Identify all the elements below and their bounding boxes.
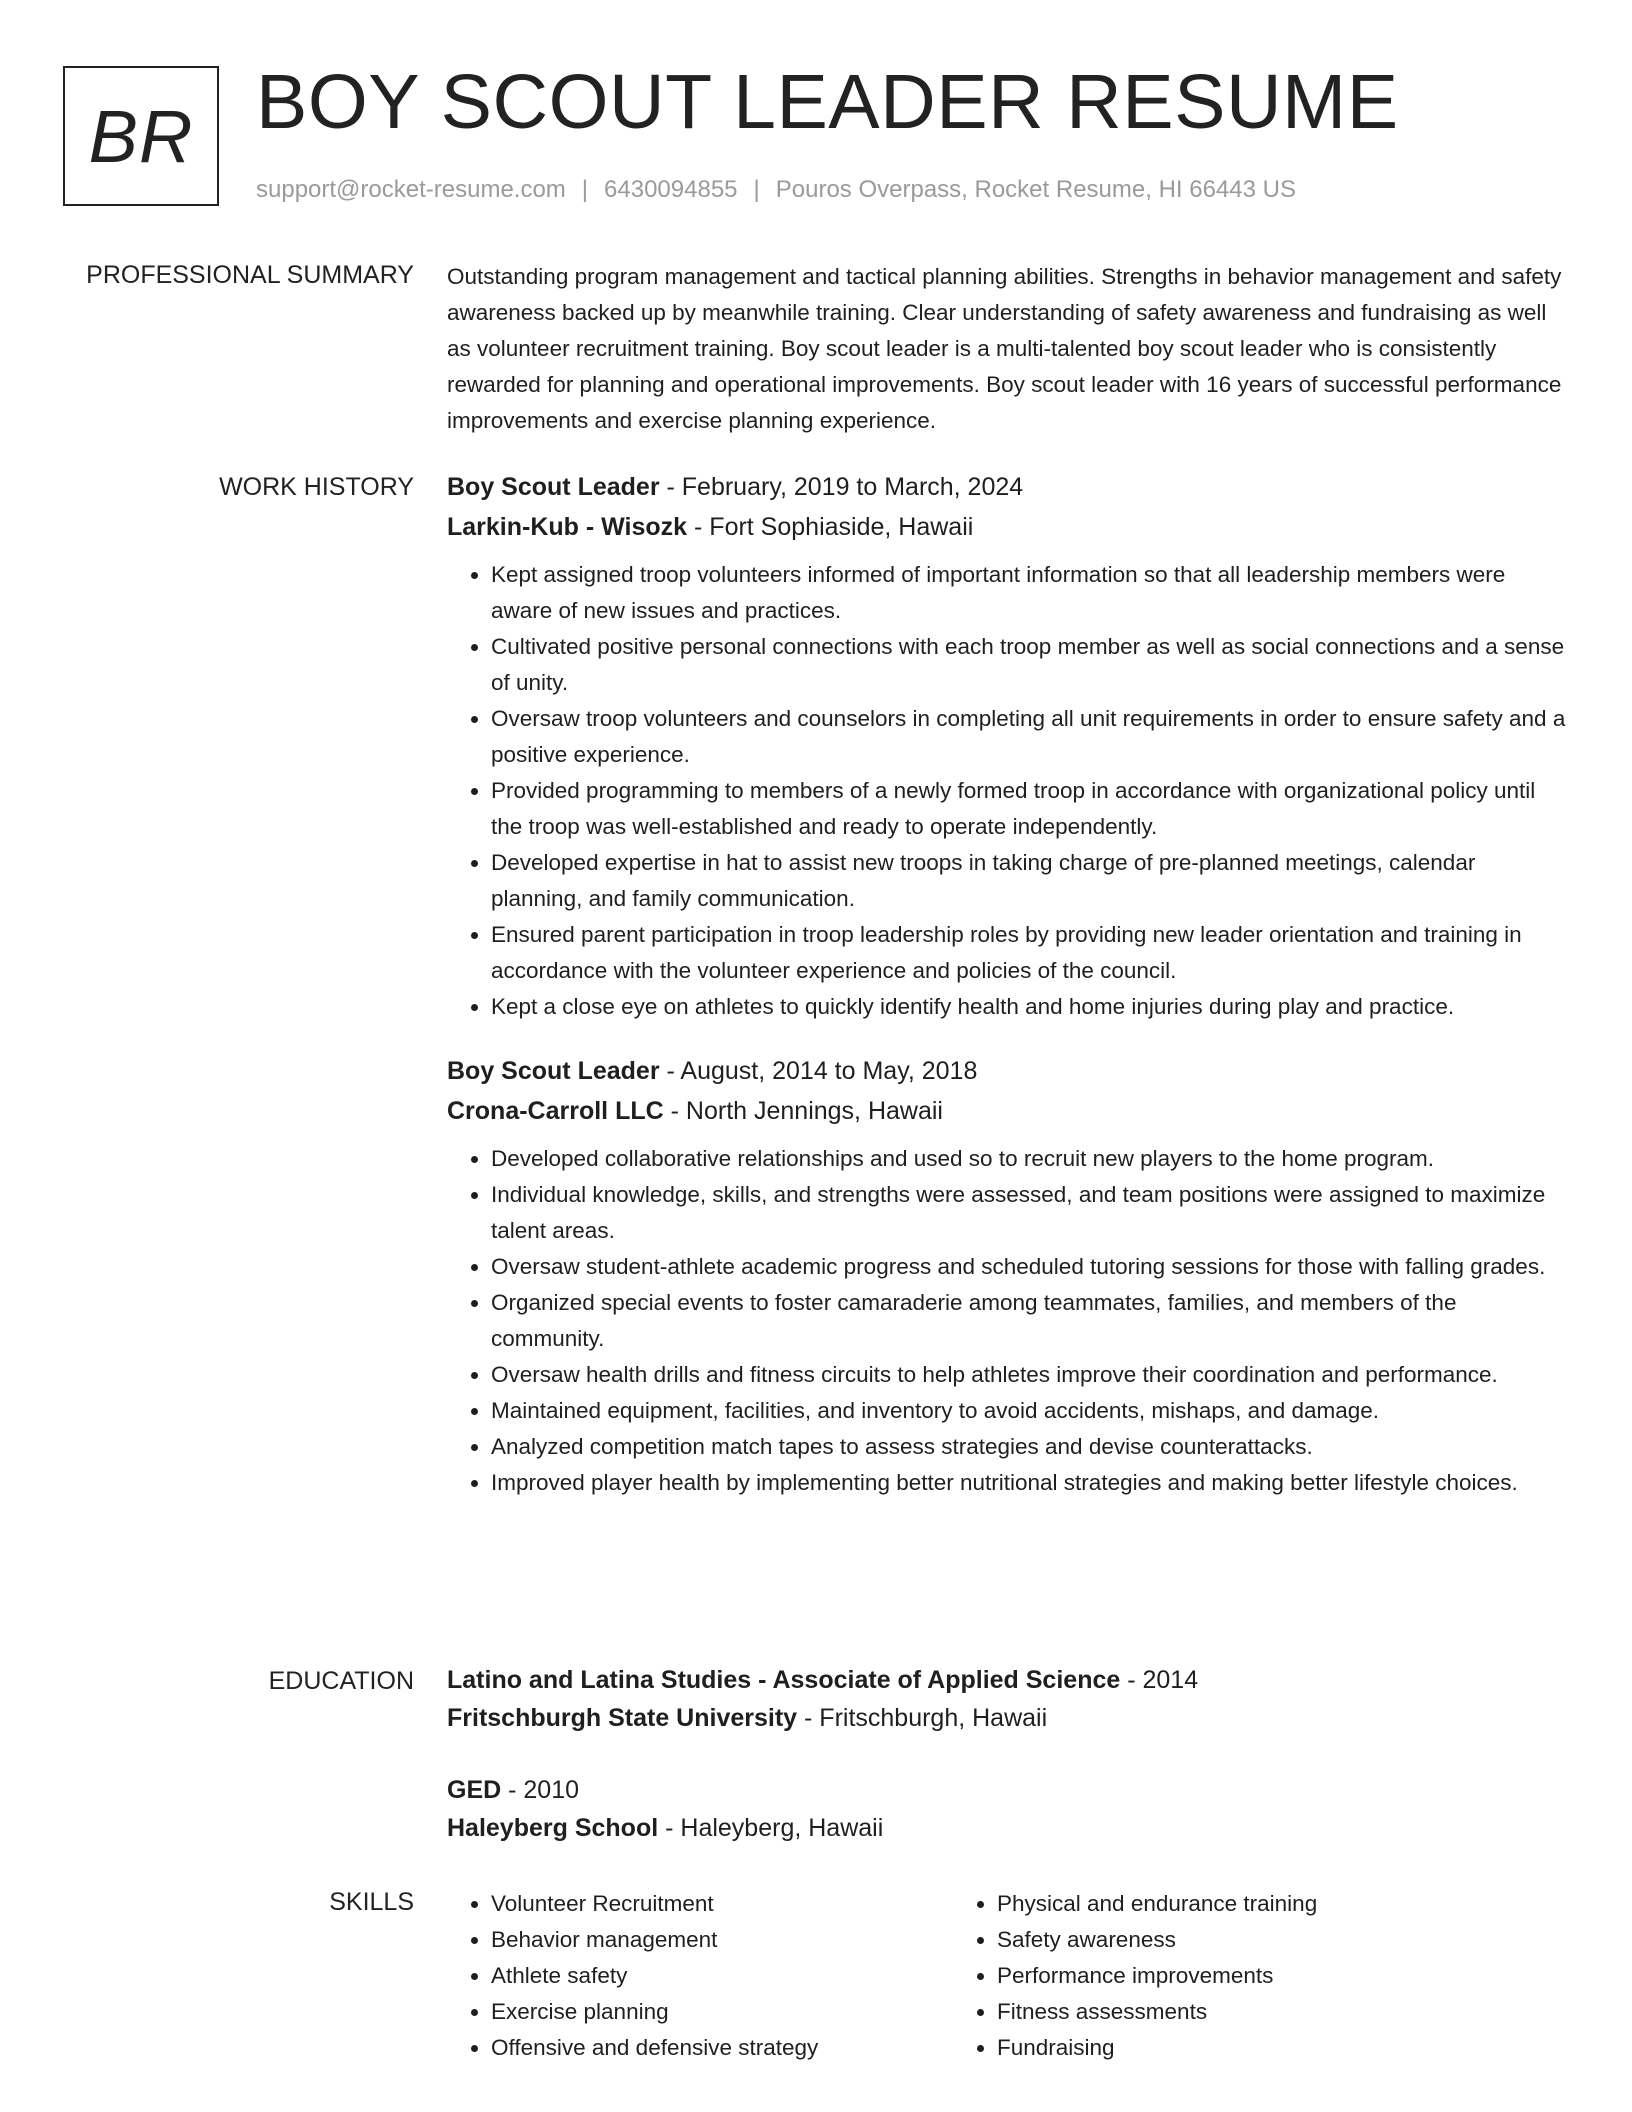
list-item: • Kept assigned troop volunteers informed of important information so that all leadership members were aware of new issues and practices.	[491, 557, 1572, 629]
degree-line	[447, 1661, 1572, 1699]
degree-line	[447, 1771, 1572, 1809]
degree-year: - 2010	[501, 1776, 580, 1804]
education-label: EDUCATION	[268, 1667, 414, 1695]
job-bullets	[447, 557, 1572, 1025]
job-dates: - February, 2019 to March, 2024	[659, 473, 1024, 501]
list-item: • Organized special events to foster camaraderie among teammates, families, and members of the community.	[491, 1285, 1572, 1357]
school-line	[447, 1699, 1572, 1737]
list-item: • Maintained equipment, facilities, and inventory to avoid accidents, mishaps, and damage.	[491, 1393, 1572, 1429]
list-item: • Offensive and defensive strategy	[491, 2030, 953, 2066]
contact-separator: |	[753, 176, 760, 203]
monogram-logo: BR	[63, 66, 219, 206]
list-item: • Individual knowledge, skills, and strengths were assessed, and team positions were assigned to maximize talent areas.	[491, 1177, 1572, 1249]
list-item: • Developed expertise in hat to assist new troops in taking charge of pre-planned meetings, calendar planning, and family communication.	[491, 845, 1572, 917]
school-line	[447, 1809, 1572, 1847]
list-item: • Improved player health by implementing better nutritional strategies and making better lifestyle choices.	[491, 1465, 1572, 1501]
job-company-line	[447, 507, 1572, 547]
summary-label: PROFESSIONAL SUMMARY	[86, 261, 414, 289]
list-item: • Performance improvements	[997, 1958, 1317, 1994]
school-location: - Fritschburgh, Hawaii	[797, 1704, 1048, 1732]
degree-name: GED	[447, 1776, 502, 1804]
list-item: • Oversaw health drills and fitness circuits to help athletes improve their coordination and performance.	[491, 1357, 1572, 1393]
contact-separator: |	[581, 176, 589, 203]
job-company-line	[447, 1091, 1572, 1131]
list-item: • Behavior management	[491, 1922, 953, 1958]
contact-line	[256, 174, 1296, 206]
list-item: • Volunteer Recruitment	[491, 1886, 953, 1922]
contact-email[interactable]: support@rocket-resume.com	[256, 176, 566, 203]
list-item: • Athlete safety	[491, 1958, 953, 1994]
job-location: - Fort Sophiaside, Hawaii	[687, 513, 974, 541]
list-item: • Fundraising	[997, 2030, 1317, 2066]
list-item: • Fitness assessments	[997, 1994, 1317, 2030]
degree-year: - 2014	[1120, 1666, 1199, 1694]
education-entry	[447, 1661, 1572, 1737]
list-item: • Exercise planning	[491, 1994, 953, 2030]
job-company: Larkin-Kub - Wisozk	[447, 513, 688, 541]
skills-label: SKILLS	[329, 1888, 414, 1916]
list-item: • Developed collaborative relationships and used so to recruit new players to the home program.	[491, 1141, 1572, 1177]
degree-name: Latino and Latina Studies - Associate of Applied Science	[447, 1666, 1121, 1694]
job-dates: - August, 2014 to May, 2018	[659, 1057, 978, 1085]
school-name: Fritschburgh State University	[447, 1704, 798, 1732]
work-history-label: WORK HISTORY	[219, 473, 414, 501]
job-title: Boy Scout Leader	[447, 1057, 660, 1085]
list-item: • Analyzed competition match tapes to assess strategies and devise counterattacks.	[491, 1429, 1572, 1465]
summary-text: Outstanding program management and tactical planning abilities. Strengths in behavior management and safety awareness backed up by meanwhile training. Clear understanding of safety awareness and fundraising as well as volunteer recruitment training. Boy scout leader is a multi-talented boy scout leader who is consistently rewarded for planning and operational improvements. Boy scout leader with 16 years of successful performance improvements and exercise planning experience.	[447, 264, 1562, 433]
job-title-line	[447, 1051, 1572, 1091]
list-item: • Oversaw student-athlete academic progress and scheduled tutoring sessions for those with falling grades.	[491, 1249, 1572, 1285]
list-item: • Safety awareness	[997, 1922, 1317, 1958]
skills-list-right	[953, 1886, 1317, 2066]
list-item: • Kept a close eye on athletes to quickly identify health and home injuries during play and practice.	[491, 989, 1572, 1025]
job-entry	[447, 467, 1572, 1025]
education-entry	[447, 1771, 1572, 1847]
school-location: - Haleyberg, Hawaii	[658, 1814, 884, 1842]
job-entry	[447, 1051, 1572, 1501]
skills-list-left	[447, 1886, 953, 2066]
list-item: • Cultivated positive personal connections with each troop member as well as social connections and a sense of unity.	[491, 629, 1572, 701]
list-item: • Physical and endurance training	[997, 1886, 1317, 1922]
job-title-line	[447, 467, 1572, 507]
contact-address: Pouros Overpass, Rocket Resume, HI 66443 US	[775, 176, 1296, 203]
resume-title: BOY SCOUT LEADER RESUME	[256, 59, 1399, 145]
job-company: Crona-Carroll LLC	[447, 1097, 664, 1125]
job-title: Boy Scout Leader	[447, 473, 660, 501]
school-name: Haleyberg School	[447, 1814, 659, 1842]
list-item: • Ensured parent participation in troop leadership roles by providing new leader orientation and training in accordance with the volunteer experience and policies of the council.	[491, 917, 1572, 989]
job-bullets	[447, 1141, 1572, 1501]
list-item: • Provided programming to members of a newly formed troop in accordance with organizational policy until the troop was well-established and ready to operate independently.	[491, 773, 1572, 845]
job-location: - North Jennings, Hawaii	[663, 1097, 943, 1125]
contact-phone[interactable]: 6430094855	[604, 176, 738, 203]
list-item: • Oversaw troop volunteers and counselors in completing all unit requirements in order to ensure safety and a positive experience.	[491, 701, 1572, 773]
